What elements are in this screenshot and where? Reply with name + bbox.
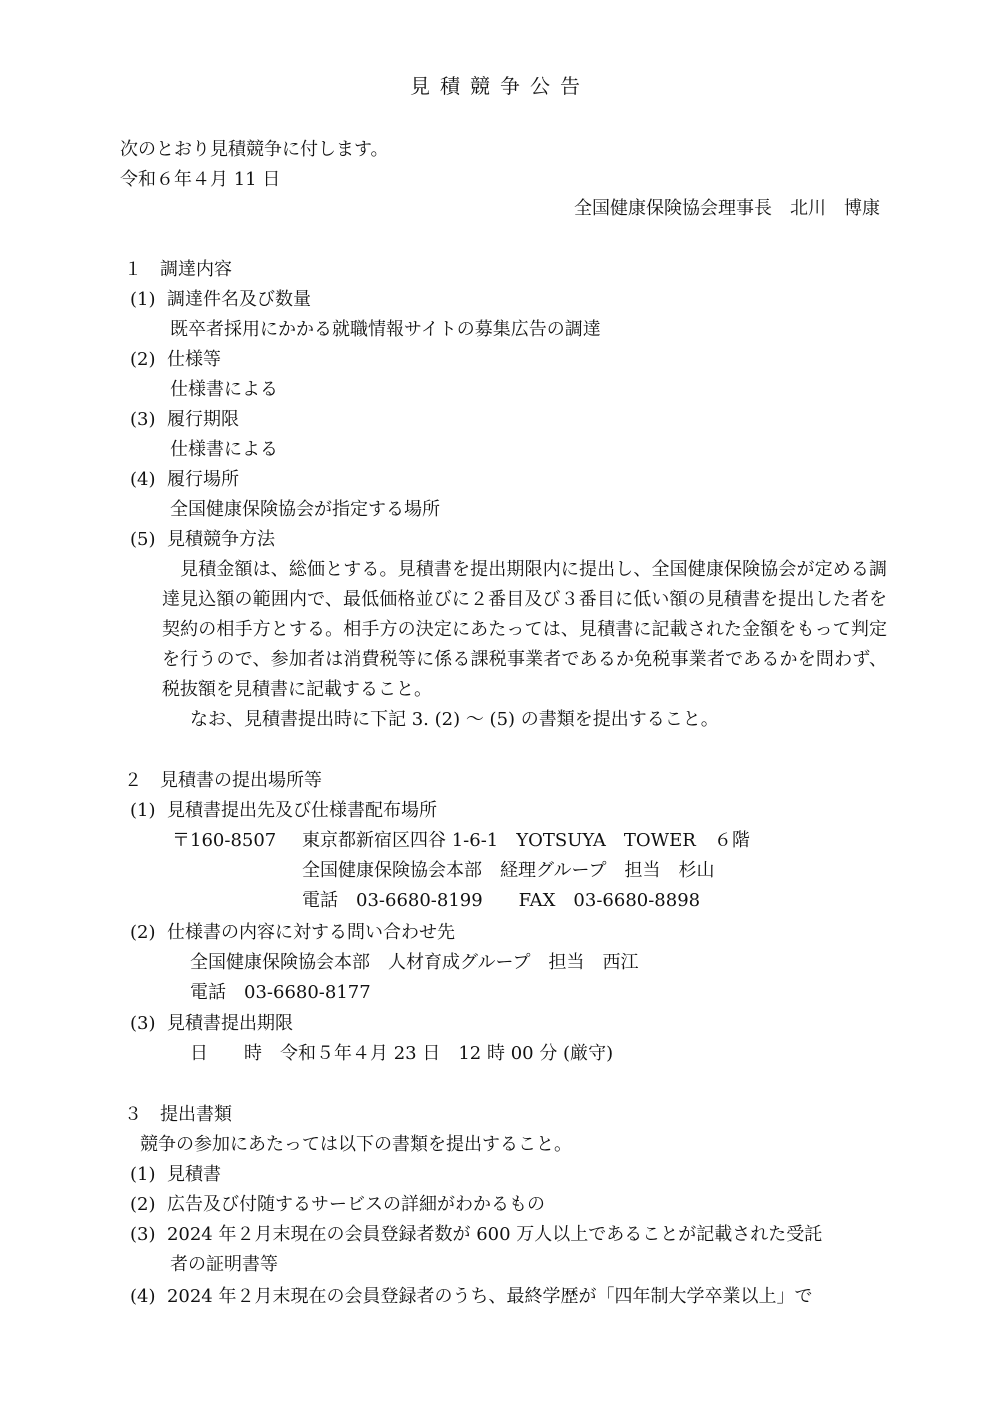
item-1-2-text: 仕様書による: [170, 379, 278, 400]
issuer-name: 全国健康保険協会理事長 北川 博康: [574, 198, 880, 219]
item-1-5-note: なお、見積書提出時に下記 3. (2) ～ (5) の書類を提出すること。: [190, 709, 719, 730]
deadline-text: 日 時 令和５年４月 23 日 12 時 00 分 (厳守): [190, 1043, 614, 1064]
section-3-intro: 競争の参加にあたっては以下の書類を提出すること。: [140, 1134, 572, 1155]
office-address: 東京都新宿区四谷 1-6-1 YOTSUYA TOWER ６階: [302, 830, 750, 851]
item-1-3-label: (3) 履行期限: [130, 409, 239, 430]
section-3-heading: ３ 提出書類: [124, 1104, 232, 1125]
section-1-heading: １ 調達内容: [124, 259, 232, 280]
postal-code: 〒160-8507: [172, 830, 277, 851]
item-1-3-text: 仕様書による: [170, 439, 278, 460]
contact-department: 全国健康保険協会本部 経理グループ 担当 杉山: [302, 860, 715, 881]
intro-text: 次のとおり見積競争に付します。: [120, 139, 389, 160]
inquiry-phone: 電話 03-6680-8177: [190, 982, 371, 1003]
item-1-5-label: (5) 見積競争方法: [130, 529, 275, 550]
item-3-4-line-1: (4) 2024 年２月末現在の会員登録者のうち、最終学歴が「四年制大学卒業以上」で: [130, 1286, 813, 1307]
item-3-3-line-1: (3) 2024 年２月末現在の会員登録者数が 600 万人以上であることが記載された受託: [130, 1224, 823, 1245]
item-3-2: (2) 広告及び付随するサービスの詳細がわかるもの: [130, 1194, 545, 1215]
item-1-2-label: (2) 仕様等: [130, 349, 221, 370]
item-3-1: (1) 見積書: [130, 1164, 221, 1185]
item-2-2-label: (2) 仕様書の内容に対する問い合わせ先: [130, 922, 455, 943]
item-2-3-label: (3) 見積書提出期限: [130, 1013, 293, 1034]
inquiry-department: 全国健康保険協会本部 人材育成グループ 担当 西江: [190, 952, 639, 973]
item-1-5-paragraph: 見積金額は、総価とする。見積書を提出期限内に提出し、全国健康保険協会が定める調達見込額の範囲内で、最低価格並びに２番目及び３番目に低い額の見積書を提出した者を契約の相手方とする。相手方の決定にあたっては、見積書に記載された金額をもって判定を行うので、参加者は消費税等に係る課税事業者であるか免税事業者であるかを問わず、税抜額を見積書に記載すること。: [162, 559, 887, 700]
item-2-1-label: (1) 見積書提出先及び仕様書配布場所: [130, 800, 437, 821]
document-title: 見積競争公告: [410, 74, 590, 98]
item-3-3-line-2: 者の証明書等: [170, 1254, 278, 1275]
item-1-1-text: 既卒者採用にかかる就職情報サイトの募集広告の調達: [170, 319, 601, 340]
item-1-4-text: 全国健康保険協会が指定する場所: [170, 499, 440, 520]
section-2-heading: ２ 見積書の提出場所等: [124, 770, 322, 791]
contact-phone-fax: 電話 03-6680-8199 FAX 03-6680-8898: [302, 890, 701, 911]
announcement-date: 令和６年４月 11 日: [120, 169, 281, 190]
item-1-4-label: (4) 履行場所: [130, 469, 239, 490]
item-1-1-label: (1) 調達件名及び数量: [130, 289, 311, 310]
